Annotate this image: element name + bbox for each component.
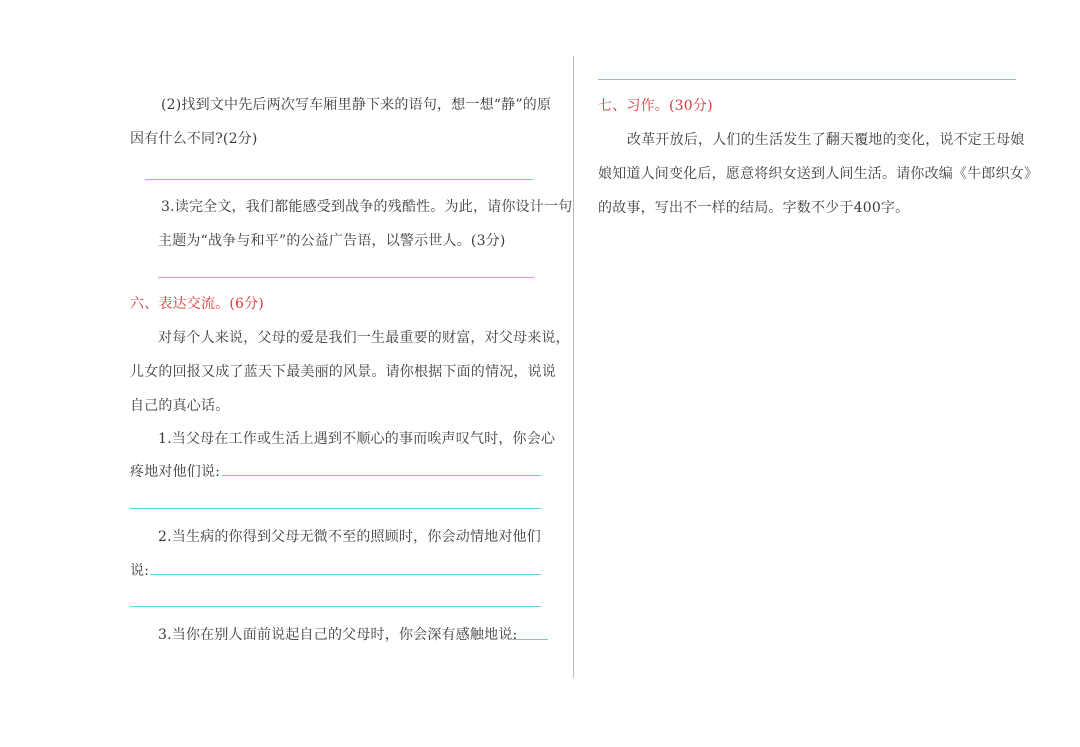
answer-line-q3[interactable]	[158, 277, 534, 278]
question-3-text-line2: 主题为“战争与和平”的公益广告语，以警示世人。(3分)	[158, 233, 506, 249]
answer-line-item1-a[interactable]	[222, 475, 541, 476]
section-7-title: 七、习作。(30分)	[598, 98, 713, 114]
answer-line-item3[interactable]	[512, 639, 548, 640]
section-7-body-line3: 的故事，写出不一样的结局。字数不少于400字。	[598, 200, 910, 216]
item-1-text-line1: 1.当父母在工作或生活上遇到不顺心的事而唉声叹气时，你会心	[158, 431, 556, 447]
question-2-text-line1: (2)找到文中先后两次写车厢里静下来的语句，想一想“静”的原	[161, 97, 552, 113]
section-7-body-line1: 改革开放后，人们的生活发生了翻天覆地的变化，说不定王母娘	[627, 132, 1025, 148]
item-3-text-line1: 3.当你在别人面前说起自己的父母时，你会深有感触地说:	[158, 627, 518, 643]
answer-line-item1-b[interactable]	[130, 508, 541, 509]
section-6-intro-line2: 儿女的回报又成了蓝天下最美丽的风景。请你根据下面的情况，说说	[130, 364, 556, 380]
item-2-text-line2: 说:	[130, 563, 150, 579]
question-2-text-line2: 因有什么不同?(2分)	[130, 131, 258, 147]
section-7-body-line2: 娘知道人间变化后，愿意将织女送到人间生活。请你改编《牛郎织女》	[598, 166, 1039, 182]
answer-line-item2-a[interactable]	[150, 574, 541, 575]
answer-line-item2-b[interactable]	[130, 606, 541, 607]
section-6-title: 六、表达交流。(6分)	[130, 296, 265, 312]
question-3-text-line1: 3.读完全文，我们都能感受到战争的残酷性。为此，请你设计一句	[161, 199, 573, 215]
column-divider	[573, 56, 574, 678]
answer-line-q2[interactable]	[145, 179, 533, 180]
section-6-intro-line3: 自己的真心话。	[130, 398, 230, 414]
section-6-intro-line1: 对每个人来说，父母的爱是我们一生最重要的财富，对父母来说，	[158, 330, 570, 346]
item-1-text-line2: 疼地对他们说:	[130, 464, 221, 480]
item-2-text-line1: 2.当生病的你得到父母无微不至的照顾时，你会动情地对他们	[158, 529, 541, 545]
answer-line-top-right[interactable]	[598, 79, 1016, 80]
